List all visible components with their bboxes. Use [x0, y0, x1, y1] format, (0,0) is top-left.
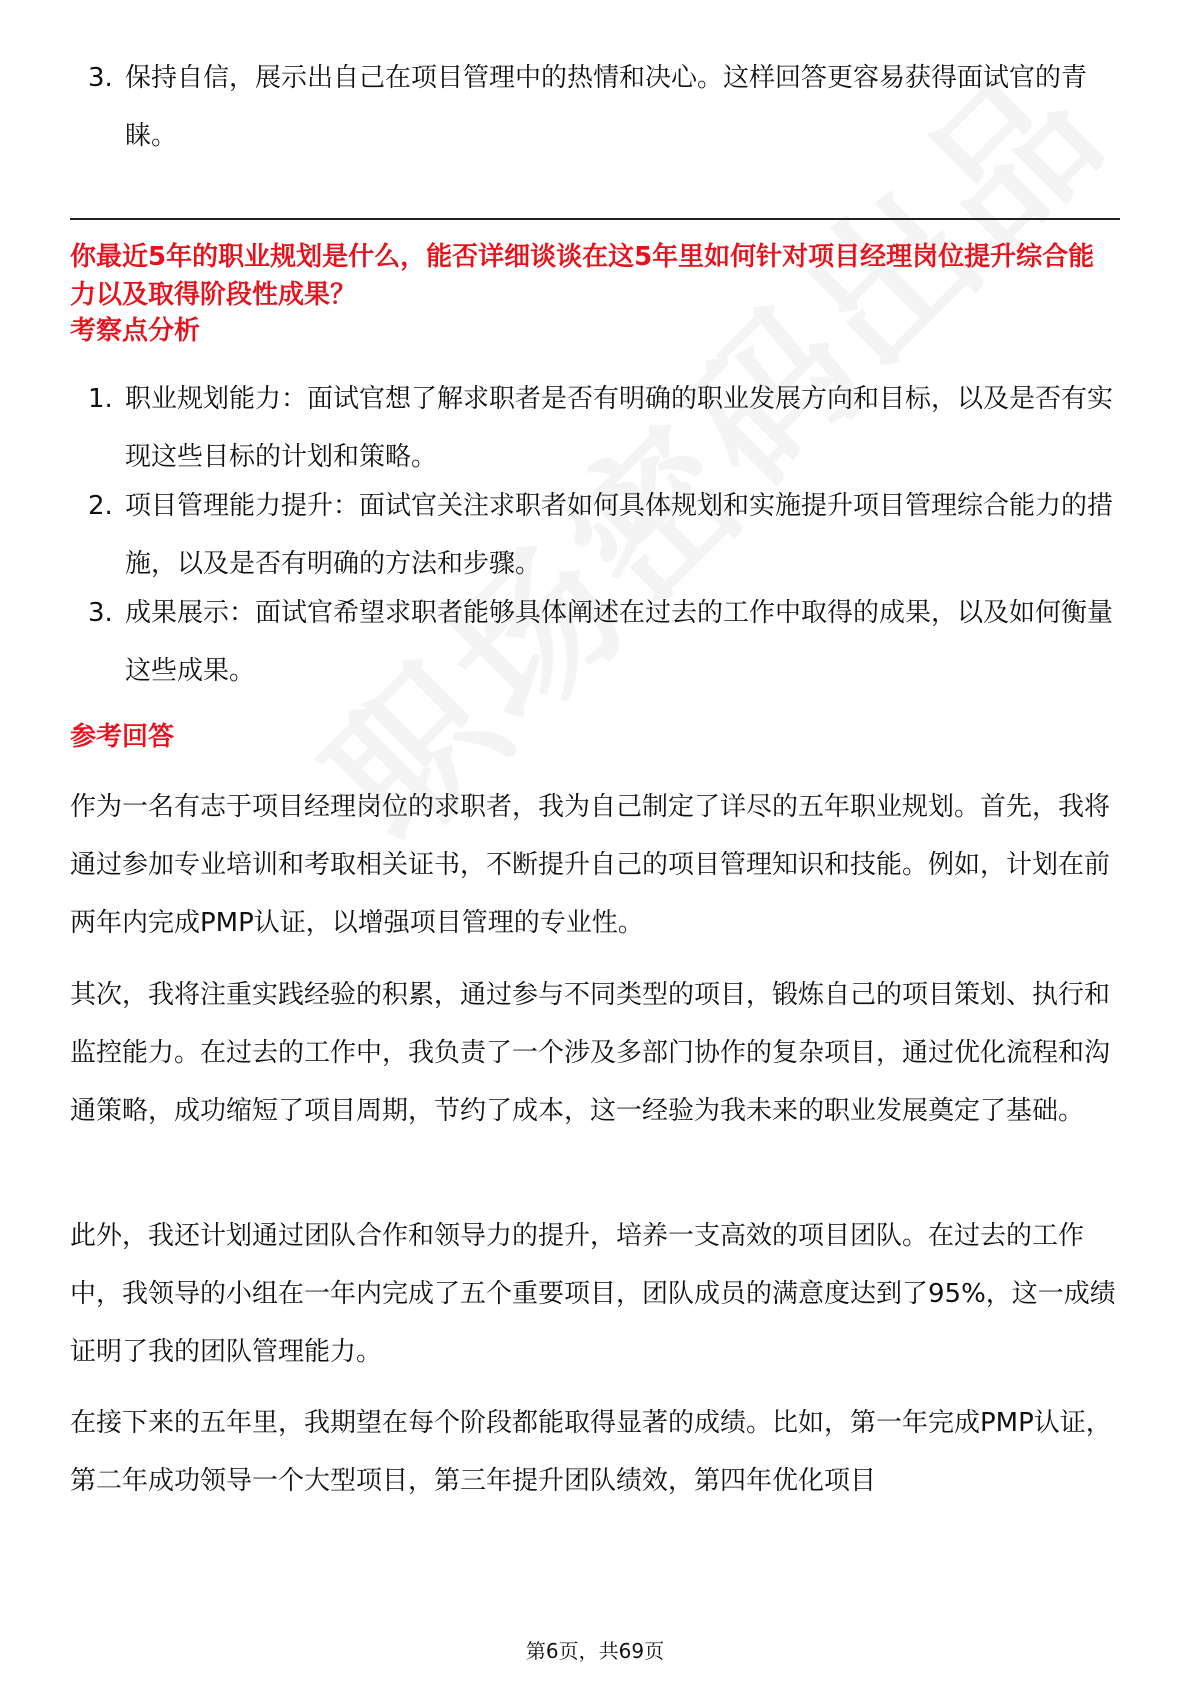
- answer-paragraph: 此外，我还计划通过团队合作和领导力的提升，培养一支高效的项目团队。在过去的工作中，我领导的小组在一年内完成了五个重要项目，团队成员的满意度达到了95%，这一成绩证明了我的团队管理能力。: [70, 1221, 1116, 1367]
- analysis-heading: 考察点分析: [70, 316, 201, 346]
- list-item: [70, 584, 1120, 700]
- list-item-number: 1.: [88, 384, 113, 414]
- question-heading: 你最近5年的职业规划是什么，能否详细谈谈在这5年里如何针对项目经理岗位提升综合能力以及取得阶段性成果？: [70, 242, 1095, 310]
- section-divider: [70, 218, 1120, 220]
- list-item-number: 3.: [88, 598, 113, 628]
- page-number: 第6页，共69页: [525, 1639, 665, 1663]
- list-item-text: 职业规划能力：面试官想了解求职者是否有明确的职业发展方向和目标，以及是否有实现这些目标的计划和策略。: [125, 384, 1114, 472]
- answer-paragraph: 作为一名有志于项目经理岗位的求职者，我为自己制定了详尽的五年职业规划。首先，我将通过参加专业培训和考取相关证书，不断提升自己的项目管理知识和技能。例如，计划在前两年内完成PMP认证，以增强项目管理的专业性。: [70, 792, 1111, 938]
- answer-paragraph: 其次，我将注重实践经验的积累，通过参与不同类型的项目，锻炼自己的项目策划、执行和监控能力。在过去的工作中，我负责了一个涉及多部门协作的复杂项目，通过优化流程和沟通策略，成功缩短了项目周期，节约了成本，这一经验为我未来的职业发展奠定了基础。: [70, 980, 1111, 1126]
- list-item-text: 成果展示：面试官希望求职者能够具体阐述在过去的工作中取得的成果，以及如何衡量这些成果。: [125, 598, 1114, 686]
- list-item-number: 2.: [88, 491, 113, 521]
- list-item-text: 保持自信，展示出自己在项目管理中的热情和决心。这样回答更容易获得面试官的青睐。: [125, 63, 1088, 151]
- list-item: [70, 49, 1120, 165]
- answer-heading: 参考回答: [70, 722, 175, 752]
- list-item-text: 项目管理能力提升：面试官关注求职者如何具体规划和实施提升项目管理综合能力的措施，以及是否有明确的方法和步骤。: [125, 491, 1114, 579]
- list-item-number: 3.: [88, 63, 113, 93]
- list-item: [70, 370, 1120, 486]
- answer-paragraph: 在接下来的五年里，我期望在每个阶段都能取得显著的成绩。比如，第一年完成PMP认证，第二年成功领导一个大型项目，第三年提升团队绩效，第四年优化项目: [70, 1408, 1112, 1496]
- list-item: [70, 477, 1120, 593]
